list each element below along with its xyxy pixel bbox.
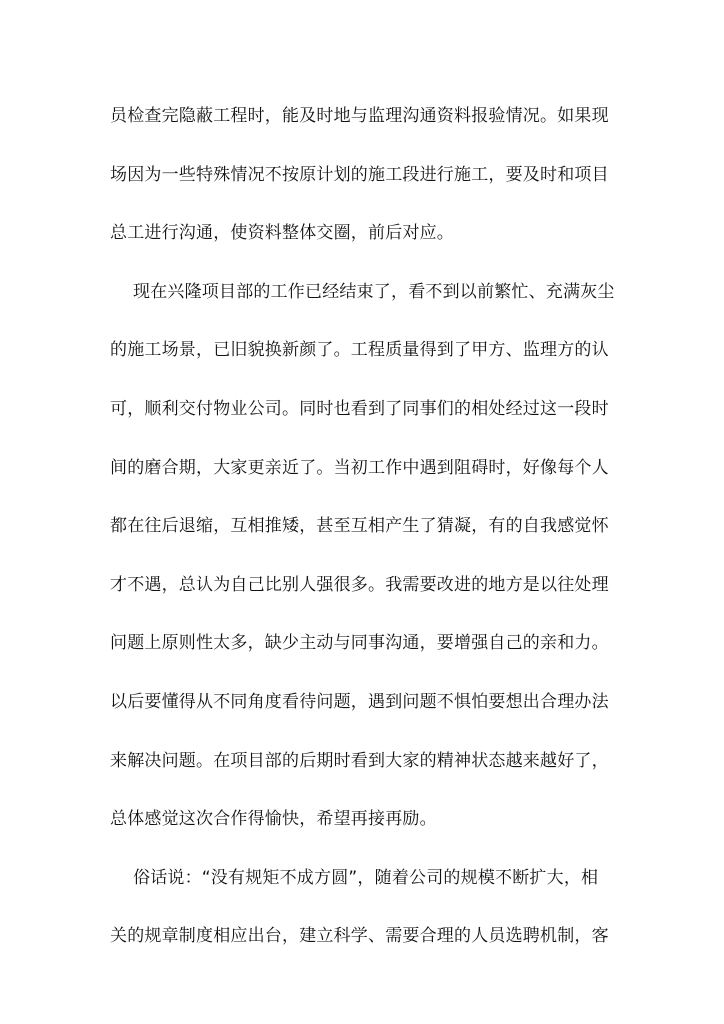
text-line: 总体感觉这次合作得愉快，希望再接再励。 [110, 809, 437, 830]
text-line: 来解决问题。在项目部的后期时看到大家的精神状态越来越好了， [110, 750, 609, 771]
text-line: 才不遇，总认为自己比别人强很多。我需要改进的地方是以往处理 [110, 574, 609, 595]
text-line: 关的规章制度相应出台，建立科学、需要合理的人员选聘机制，客 [110, 926, 609, 947]
text-line: 都在往后退缩，互相推矮，甚至互相产生了猜凝，有的自我感觉怀 [110, 516, 609, 537]
text-line: 问题上原则性太多，缺少主动与同事沟通，要增强自己的亲和力。 [110, 633, 609, 654]
text-line: 总工进行沟通，使资料整体交圈，前后对应。 [110, 223, 454, 244]
text-line: 可，顺利交付物业公司。同时也看到了同事们的相处经过这一段时 [110, 398, 609, 419]
text-line: 的施工场景，已旧貌换新颜了。工程质量得到了甲方、监理方的认 [110, 340, 609, 361]
body-text [110, 96, 620, 975]
text-line: 以后要懂得从不同角度看待问题，遇到问题不惧怕要想出合理办法 [110, 691, 609, 712]
paragraph-start-line: 俗话说：“没有规矩不成方圆”，随着公司的规模不断扩大，相 [133, 867, 599, 888]
text-line: 员检查完隐蔽工程时，能及时地与监理沟通资料报验情况。如果现 [110, 106, 609, 126]
text-line: 间的磨合期，大家更亲近了。当初工作中遇到阻碍时，好像每个人 [110, 457, 609, 478]
paragraph-start-line: 现在兴隆项目部的工作已经结束了，看不到以前繁忙、充满灰尘 [133, 281, 615, 302]
text-line: 场因为一些特殊情况不按原计划的施工段进行施工，要及时和项目 [110, 164, 609, 185]
